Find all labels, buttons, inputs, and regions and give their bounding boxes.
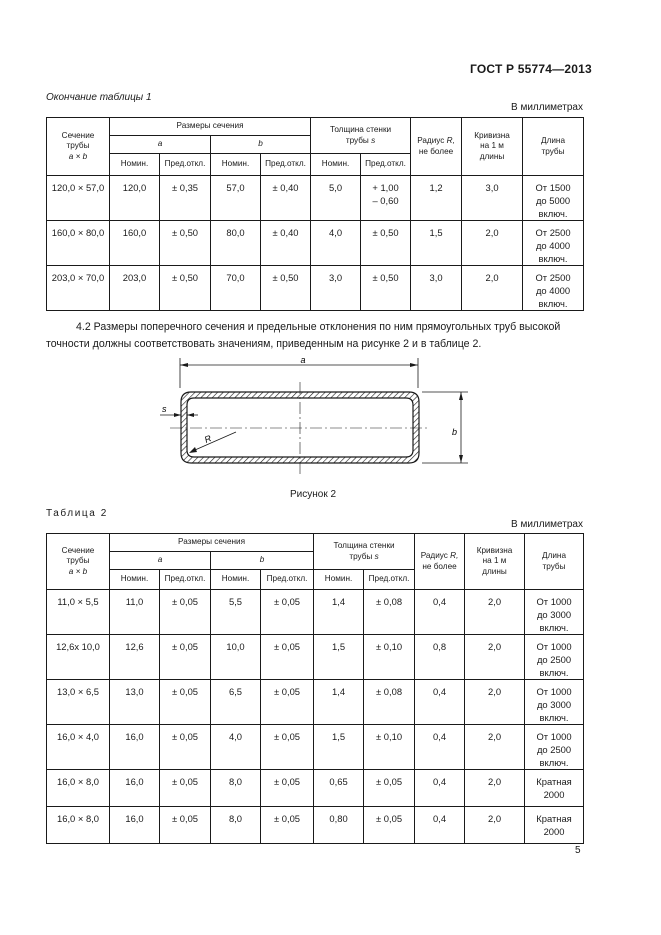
paragraph-line-1: 4.2 Размеры поперечного сечения и предельные отклонения по ним прямоугольных труб высокой <box>76 321 561 333</box>
paragraph-line-2: точности должны соответствовать значениям, приведенным на рисунке 2 и в таблице 2. <box>46 337 482 350</box>
label-R: R <box>203 433 213 445</box>
table-row: 16,0 × 4,0 16,0 ± 0,05 4,0 ± 0,05 1,5 ± 0,10 0,4 2,0 От 1000 до 2500 включ. <box>47 725 584 770</box>
col-s-tol: Пред.откл. <box>364 570 415 590</box>
col-curvature-header: Кривизна на 1 м длины <box>465 534 525 590</box>
col-length-header: Длина трубы <box>525 534 584 590</box>
table-row: 160,0 × 80,0 160,0 ± 0,50 80,0 ± 0,40 4,0 ± 0,50 1,5 2,0 От 2500 до 4000 включ. <box>47 221 584 266</box>
col-a-tol: Пред.откл. <box>160 570 211 590</box>
col-b-nom: Номин. <box>211 154 261 176</box>
col-radius-header: Радиус R, не более <box>415 534 465 590</box>
col-a-nom: Номин. <box>110 154 160 176</box>
col-a-tol: Пред.откл. <box>160 154 211 176</box>
document-code: ГОСТ Р 55774—2013 <box>470 62 592 76</box>
table2-caption: Таблица 2 <box>46 508 108 519</box>
table2 <box>46 533 584 844</box>
col-a-nom: Номин. <box>110 570 160 590</box>
col-b-header: b <box>211 136 311 154</box>
col-sizes-header: Размеры сечения <box>110 534 314 552</box>
dimension-s <box>160 404 198 417</box>
table2-units: В миллиметрах <box>511 519 583 530</box>
label-b: b <box>452 427 458 437</box>
dimension-a <box>180 355 418 388</box>
table1 <box>46 117 584 311</box>
col-curvature-header: Кривизна на 1 м длины <box>462 118 523 176</box>
table1-units: В миллиметрах <box>511 102 583 113</box>
table-row: 203,0 × 70,0 203,0 ± 0,50 70,0 ± 0,50 3,0 ± 0,50 3,0 2,0 От 2500 до 4000 включ. <box>47 266 584 311</box>
table-row: 16,0 × 8,0 16,0 ± 0,05 8,0 ± 0,05 0,80 ± 0,05 0,4 2,0 Кратная 2000 <box>47 807 584 844</box>
col-length-header: Длина трубы <box>523 118 584 176</box>
label-a: a <box>300 355 306 365</box>
dimension-b <box>422 392 468 463</box>
col-a-header: a <box>110 552 211 570</box>
table2-head <box>47 534 584 590</box>
figure-2-caption: Рисунок 2 <box>290 489 337 500</box>
col-b-nom: Номин. <box>211 570 261 590</box>
col-section-header: Сечение трубы a × b <box>47 534 110 590</box>
table-row: 13,0 × 6,5 13,0 ± 0,05 6,5 ± 0,05 1,4 ± 0,08 0,4 2,0 От 1000 до 3000 включ. <box>47 680 584 725</box>
figure-2-drawing <box>150 352 480 480</box>
table-row: 120,0 × 57,0 120,0 ± 0,35 57,0 ± 0,40 5,0 + 1,00 – 0,60 1,2 3,0 От 1500 до 5000 включ. <box>47 176 584 221</box>
table1-caption: Окончание таблицы 1 <box>46 92 152 103</box>
col-s-nom: Номин. <box>311 154 361 176</box>
table-row: 12,6x 10,0 12,6 ± 0,05 10,0 ± 0,05 1,5 ± 0,10 0,8 2,0 От 1000 до 2500 включ. <box>47 635 584 680</box>
table1-head <box>47 118 584 176</box>
col-radius-header: Радиус R, не более <box>411 118 462 176</box>
col-b-tol: Пред.откл. <box>261 154 311 176</box>
page-number: 5 <box>575 845 581 856</box>
col-s-tol: Пред.откл. <box>361 154 411 176</box>
table-row: 16,0 × 8,0 16,0 ± 0,05 8,0 ± 0,05 0,65 ± 0,05 0,4 2,0 Кратная 2000 <box>47 770 584 807</box>
table-row: 11,0 × 5,5 11,0 ± 0,05 5,5 ± 0,05 1,4 ± 0,08 0,4 2,0 От 1000 до 3000 включ. <box>47 590 584 635</box>
col-b-tol: Пред.откл. <box>261 570 314 590</box>
paragraph-4-2 <box>46 319 586 352</box>
col-s-nom: Номин. <box>314 570 364 590</box>
dimension-R <box>189 432 236 453</box>
col-a-header: a <box>110 136 211 154</box>
col-b-header: b <box>211 552 314 570</box>
col-wall-header: Толщина стенки трубы s <box>314 534 415 570</box>
col-wall-header: Толщина стенки трубы s <box>311 118 411 154</box>
col-sizes-header: Размеры сечения <box>110 118 311 136</box>
label-s: s <box>162 404 167 414</box>
col-section-header: Сечение трубы a × b <box>47 118 110 176</box>
